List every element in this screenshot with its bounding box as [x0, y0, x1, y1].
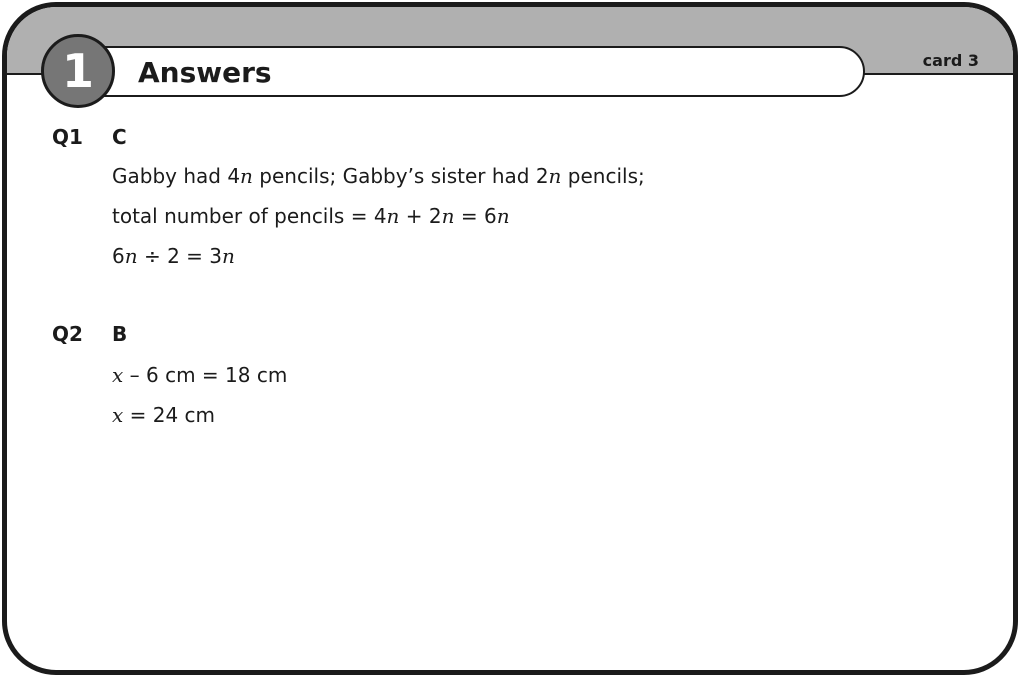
card-label: card 3 [922, 51, 979, 70]
math-variable: n [548, 164, 562, 188]
number-badge [41, 34, 115, 108]
answer-choice-q1: C [112, 125, 127, 149]
badge-number: 1 [61, 44, 94, 98]
working-line [112, 403, 215, 427]
math-variable: x [112, 403, 124, 427]
question-label-q1: Q1 [52, 125, 83, 149]
text-segment: total number of pencils = 4 [112, 204, 387, 228]
working-line [112, 363, 287, 387]
answer-card [2, 2, 1018, 675]
working-line [112, 204, 510, 228]
text-segment: + 2 [399, 204, 442, 228]
working-line [112, 244, 235, 268]
question-label-q2: Q2 [52, 322, 83, 346]
math-variable: n [441, 204, 455, 228]
math-variable: x [112, 363, 124, 387]
text-segment: 6 [112, 244, 125, 268]
math-variable: n [124, 244, 138, 268]
text-segment: = 24 cm [123, 403, 216, 427]
text-segment: pencils; [561, 164, 645, 188]
math-variable: n [222, 244, 235, 268]
answer-choice-q2: B [112, 322, 128, 346]
text-segment: pencils; Gabby’s sister had 2 [252, 164, 549, 188]
text-segment: = 6 [454, 204, 497, 228]
page-title: Answers [138, 56, 272, 89]
math-variable: n [240, 164, 253, 188]
text-segment: ÷ 2 = 3 [137, 244, 223, 268]
math-variable: n [496, 204, 510, 228]
working-line [112, 164, 645, 188]
text-segment: Gabby had 4 [112, 164, 241, 188]
text-segment: – 6 cm = 18 cm [123, 363, 288, 387]
math-variable: n [386, 204, 400, 228]
